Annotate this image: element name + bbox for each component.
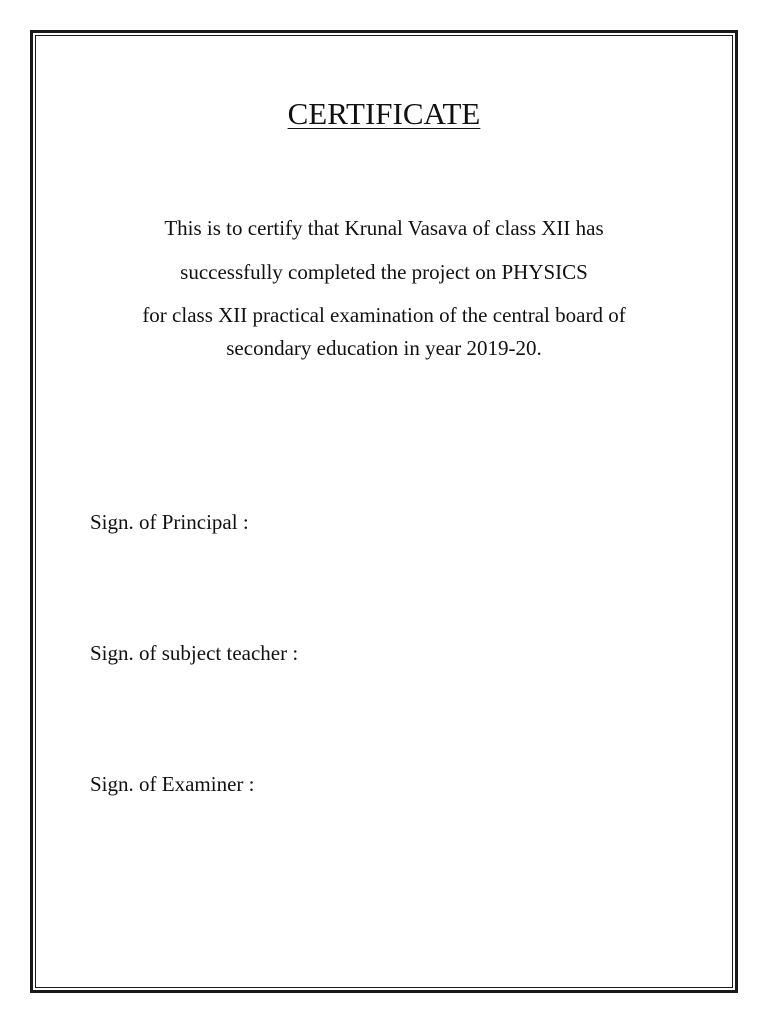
subject-teacher-signature-label: Sign. of subject teacher : xyxy=(90,641,299,665)
examiner-signature-label: Sign. of Examiner : xyxy=(90,772,255,796)
certificate-text-line-4: secondary education in year 2019-20. xyxy=(226,336,542,360)
certificate-text-line-2: successfully completed the project on PHYSICS xyxy=(180,260,588,284)
certificate-text-line-3: for class XII practical examination of the central board of xyxy=(142,303,626,327)
certificate-title: CERTIFICATE xyxy=(287,96,481,131)
principal-signature-label: Sign. of Principal : xyxy=(90,510,249,534)
certificate-text-line-1: This is to certify that Krunal Vasava of class XII has xyxy=(164,216,604,240)
